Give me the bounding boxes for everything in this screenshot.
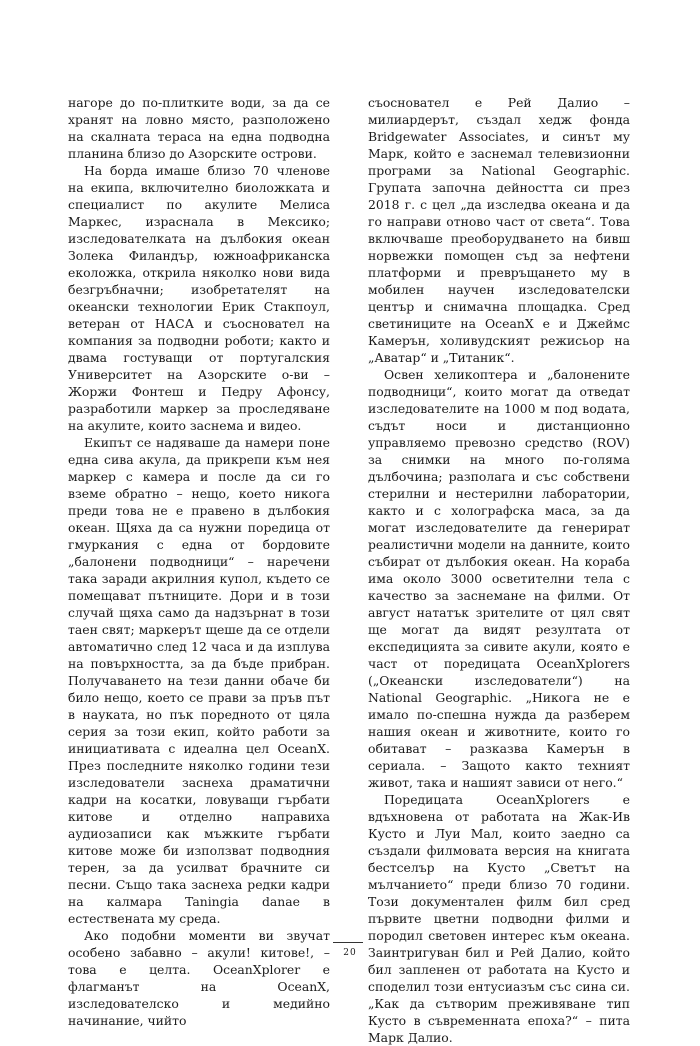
paragraph: Екипът се надяваше да намери поне една сива акула, да прикрепи към нея маркер с камера и после да си го вземе обратно – нещо, което никога преди това не е правено в дълбокия океан. Щяха да са нужни поредица от гмуркания с една от бордовите „балонени подводници“ – наречени така заради акрилния купол, където се помещават пътниците. Дори и в този случай щяха само да надзърнат в този таен свят; маркерът щеше да се отдели автоматично след 12 часа и да изплува на повърхността, за да бъде прибран. Получаването на тези данни обаче би било нещо, което се прави за пръв път в науката, но пък поредното от цяла серия за този екип, който работи за инициативата с идеална цел OceanX. През последните няколко години тези изследователи заснеха драматични кадри на косатки, ловуващи гърбати китове и отделно направиха аудиозаписи как мъжките гърбати китове може би използват подводния терен, за да усилват брачните си песни. Също така заснеха редки кадри на калмара Taningia danae в естествената му среда. xyxy=(68,435,330,926)
paragraph: съосновател е Рей Далио – милиардерът, създал хедж фонда Bridgewater Associates, и синът му Марк, който е заснемал телевизионни програми за National Geographic. Групата започна дейността си през 2018 г. с цел „да изследва океана и да го направи отново част от света“. Това включваше преоборудването на бивш норвежки помощен съд за нефтени платформи и превръщането му в мобилен научен изследователски център и снимачна площадка. Сред светиниците на OceanX е и Джеймс Камерън, холивудският режисьор на „Аватар“ и „Титаник“. xyxy=(368,95,630,365)
paragraph: Ако подобни моменти ви звучат особено забавно – акули! китове!, – това е целта. OceanXplorer е флагманът на OceanX, изследователско и медийно начинание, чийто xyxy=(68,928,330,1028)
paragraph: На борда имаше близо 70 членове на екипа, включително биоложката и специалист по акулите Мелиса Маркес, израснала в Мексико; изследователката на дълбокия океан Золека Филандър, южноафриканска еколожка, открила няколко нови вида безгръбначни; изобретателят на океански технологии Ерик Стакпоул, ветеран от НАСА и съосновател на компания за подводни роботи; както и двама гостуващи от португалския Университет на Азорските о-ви – Жоржи Фонтеш и Педру Афонсу, разработили маркер за проследяване на акулите, които заснема и видео. xyxy=(68,163,330,433)
paragraph: Поредицата OceanXplorers е вдъхновена от работата на Жак-Ив Кусто и Луи Мал, които заедно са създали филмовата версия на книгата бестселър на Кусто „Светът на мълчанието“ преди близо 70 години. Този документален филм бил сред първите цветни подводни филми и породил световен интерес към океана. Заинтригуван бил и Рей Далио, който бил запленен от работата на Кусто и споделил този ентусиазъм със сина си. „Как да сътворим преживяване тип Кусто в съвременната епоха?“ – пита Марк Далио. xyxy=(368,792,630,1045)
page-number: 20 xyxy=(343,948,357,958)
paragraph: Освен хеликоптера и „балонените подводници“, които могат да отведат изследователите на 1000 м под водата, съдът носи и дистанционно управляемо превозно средство (ROV) за снимки на много по-голяма дълбочина; разполага и със собствени стерилни и нестерилни лаборатории, както и с холографска маса, за да могат изследователите да генерират реалистични модели на данните, които събират от дълбокия океан. На кораба има около 3000 осветителни тела с качество за заснемане на филми. От август нататък зрителите от цял свят ще могат да видят резултата от експедицията за сивите акули, която е част от поредицата OceanXplorers („Океански изследователи“) на National Geographic. „Никога не е имало по-спешна нужда да разберем нашия океан и животните, които го обитават – разказва Камерън в сериала. – Защото както техният живот, така и нашият зависи от него.“ xyxy=(368,367,630,790)
page-number-rule xyxy=(333,942,363,943)
left-text-column xyxy=(68,94,330,1029)
right-text-column xyxy=(368,94,630,1046)
paragraph: нагоре до по-плитките води, за да се хранят на ловно място, разположено на скалната тераса на една подводна планина близо до Азорските острови. xyxy=(68,95,330,161)
